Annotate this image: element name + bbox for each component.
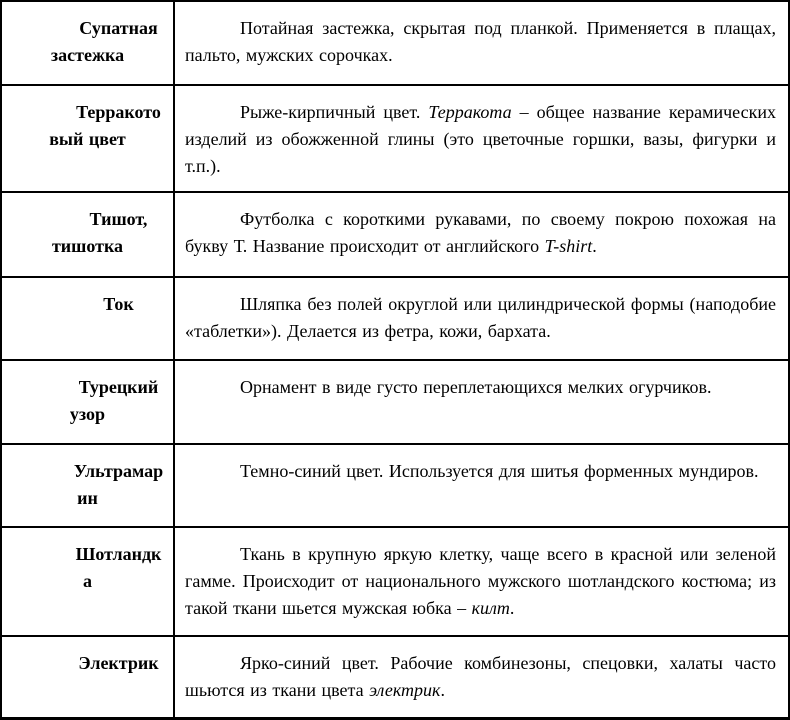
term-text: Турецкий bbox=[78, 377, 159, 397]
definition-term-italic: T-shirt bbox=[544, 236, 593, 256]
definition-term-italic: электрик bbox=[369, 680, 441, 700]
definition-run: Рыже-кирпичный цвет. bbox=[240, 102, 429, 122]
table-row bbox=[1, 1, 789, 85]
definition-text bbox=[185, 650, 776, 704]
table-row bbox=[1, 636, 789, 718]
table-row bbox=[1, 85, 789, 192]
definition-run: . bbox=[440, 680, 445, 700]
definition-run: Потайная застежка, скрытая под планкой. Применяется в плащах, пальто, мужских сорочках. bbox=[185, 18, 776, 65]
term-cell bbox=[1, 1, 174, 85]
term-cell bbox=[1, 277, 174, 360]
definition-cell bbox=[174, 360, 789, 444]
definition-cell bbox=[174, 192, 789, 277]
definition-text bbox=[185, 291, 776, 345]
term-cell bbox=[1, 444, 174, 527]
definition-cell bbox=[174, 85, 789, 192]
definition-run: . bbox=[509, 598, 515, 618]
term-text: застежка bbox=[50, 45, 125, 65]
table-row bbox=[1, 360, 789, 444]
term-text: Терракото bbox=[76, 102, 161, 122]
definition-cell bbox=[174, 1, 789, 85]
definition-text bbox=[185, 541, 776, 622]
table-row bbox=[1, 527, 789, 636]
definition-run: Орнамент в виде густо переплетающихся мелких огурчиков. bbox=[240, 377, 712, 397]
glossary-table-body bbox=[1, 1, 789, 718]
definition-term-italic: килт bbox=[471, 598, 510, 618]
term-text: узор bbox=[69, 404, 106, 424]
definition-run: – общее название керамических изделий из обожженной глины (это цветочные горшки, вазы, фигурки и т.п.). bbox=[185, 102, 776, 176]
definition-text bbox=[185, 374, 776, 401]
definition-cell bbox=[174, 636, 789, 718]
definition-text bbox=[185, 458, 776, 485]
definition-text bbox=[185, 15, 776, 69]
definition-term-italic: Терракота bbox=[428, 102, 512, 122]
term-text: Шотландк bbox=[75, 544, 162, 564]
definition-run: Ярко-синий цвет. Рабочие комбинезоны, спецовки, халаты часто шьются из ткани цвета bbox=[185, 653, 776, 700]
table-row bbox=[1, 192, 789, 277]
term-cell bbox=[1, 636, 174, 718]
term-text: а bbox=[83, 571, 92, 591]
table-row bbox=[1, 277, 789, 360]
definition-run: Темно-синий цвет. Используется для шитья форменных мундиров. bbox=[240, 461, 759, 481]
term-cell bbox=[1, 527, 174, 636]
term-cell bbox=[1, 85, 174, 192]
definition-cell bbox=[174, 444, 789, 527]
definition-run: Футболка с короткими рукавами, по своему покрою похожая на букву Т. Название происходит от английского bbox=[185, 209, 776, 256]
term-text: вый цвет bbox=[49, 129, 126, 149]
definition-run: . bbox=[592, 236, 597, 256]
table-row bbox=[1, 444, 789, 527]
definition-text bbox=[185, 99, 776, 180]
definition-text bbox=[185, 206, 776, 260]
term-text: тишотка bbox=[51, 236, 124, 256]
definition-run: Шляпка без полей округлой или цилиндрической формы (наподобие «таблетки»). Делается из фетра, кожи, бархата. bbox=[185, 294, 776, 341]
definition-cell bbox=[174, 277, 789, 360]
term-text: Супатная bbox=[79, 18, 158, 38]
term-text: ин bbox=[77, 488, 98, 508]
term-text: Электрик bbox=[78, 653, 159, 673]
term-text: Тишот, bbox=[89, 209, 148, 229]
term-text: Ультрамар bbox=[73, 461, 164, 481]
term-cell bbox=[1, 192, 174, 277]
definition-cell bbox=[174, 527, 789, 636]
term-text: Ток bbox=[103, 294, 134, 314]
term-cell bbox=[1, 360, 174, 444]
definition-run: Ткань в крупную яркую клетку, чаще всего в красной или зеленой гамме. Происходит от национального мужского шотландского костюма; из такой ткани шьется мужская юбка – bbox=[185, 544, 776, 618]
